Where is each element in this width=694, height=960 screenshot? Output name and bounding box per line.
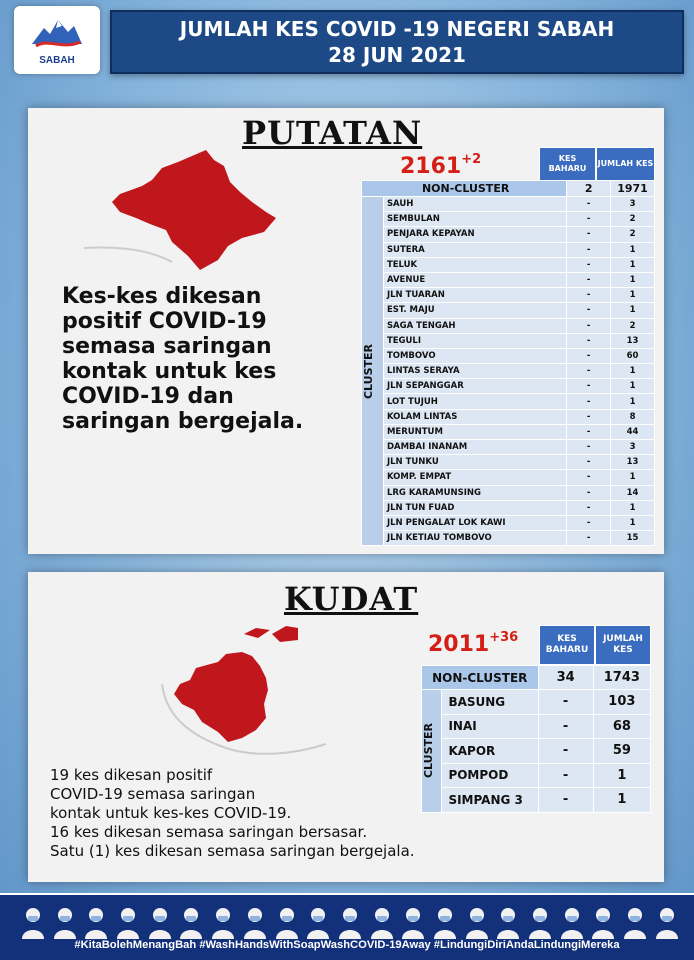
cluster-name: LINTAS SERAYA [383,364,566,379]
cluster-total-cases: 3 [611,197,655,212]
person-icon [178,903,204,939]
cluster-total-cases: 8 [611,409,655,424]
putatan-map [80,146,308,274]
sabah-logo [14,6,100,74]
cluster-new-cases: - [567,272,611,287]
cluster-name: TELUK [383,257,566,272]
cluster-row [362,485,655,500]
cluster-row [362,409,655,424]
kudat-total [428,632,518,657]
cluster-total-cases: 1 [611,364,655,379]
kudat-header-new: KES BAHARU [539,625,595,665]
footer-hashtags: #KitaBolehMenangBah #WashHandsWithSoapWashCOVID-19Away #LindungiDiriAndaLindungiMereka [74,939,620,951]
cluster-label: CLUSTER [422,723,435,779]
cluster-row [362,318,655,333]
kudat-desc-line-1: 19 kes dikesan positif [50,766,213,784]
cluster-row [362,500,655,515]
cluster-new-cases: - [567,515,611,530]
person-icon [654,903,680,939]
cluster-row [362,333,655,348]
person-icon [400,903,426,939]
cluster-new-cases: - [567,197,611,212]
kudat-increase: +36 [489,630,519,645]
cluster-new-cases: - [567,455,611,470]
kudat-desc-line-2: COVID-19 semasa saringan [50,785,256,803]
kudat-desc-line-4: 16 kes dikesan semasa saringan bersasar. [50,823,368,841]
cluster-label: CLUSTER [362,343,375,399]
cluster-row [362,288,655,303]
cluster-new-cases: - [567,485,611,500]
cluster-name: LRG KARAMUNSING [383,485,566,500]
footer-banner [0,893,694,960]
cluster-row [362,364,655,379]
person-icon [590,903,616,939]
cluster-name: SEMBULAN [383,212,566,227]
kudat-total-value: 2011 [428,632,490,657]
cluster-name: EST. MAJU [383,303,566,318]
cluster-name: BASUNG [442,690,538,715]
cluster-new-cases: - [567,227,611,242]
person-icon [52,903,78,939]
cluster-name: KOMP. EMPAT [383,470,566,485]
putatan-case-table [361,180,655,546]
cluster-row [422,788,651,813]
putatan-title: PUTATAN [242,114,423,152]
cluster-name: POMPOD [442,763,538,788]
cluster-total-cases: 1 [611,242,655,257]
cluster-new-cases: - [567,288,611,303]
cluster-row [362,212,655,227]
cluster-name: JLN TUARAN [383,288,566,303]
cluster-name: JLN PENGALAT LOK KAWI [383,515,566,530]
cluster-new-cases: - [567,348,611,363]
person-icon [274,903,300,939]
cluster-new-cases: - [538,763,593,788]
cluster-new-cases: - [567,394,611,409]
cluster-new-cases: - [567,303,611,318]
cluster-row [362,440,655,455]
cluster-total-cases: 1 [611,500,655,515]
cluster-total-cases: 13 [611,455,655,470]
kudat-case-table [421,665,651,813]
cluster-row [362,242,655,257]
cluster-row [422,739,651,764]
cluster-total-cases: 15 [611,531,655,546]
person-icon [337,903,363,939]
kudat-desc-line-3: kontak untuk kes-kes COVID-19. [50,804,292,822]
cluster-name: TEGULI [383,333,566,348]
noncluster-label: NON-CLUSTER [362,181,567,197]
person-icon [495,903,521,939]
cluster-total-cases: 1 [611,288,655,303]
cluster-total-cases: 1 [611,515,655,530]
cluster-row [362,303,655,318]
cluster-total-cases: 1 [611,394,655,409]
cluster-row [362,394,655,409]
cluster-new-cases: - [567,470,611,485]
cluster-new-cases: - [538,788,593,813]
person-icon [210,903,236,939]
cluster-row [422,714,651,739]
cluster-total-cases: 2 [611,227,655,242]
person-icon [369,903,395,939]
cluster-name: INAI [442,714,538,739]
cluster-new-cases: - [567,364,611,379]
cluster-row [422,690,651,715]
person-icon [83,903,109,939]
cluster-total-cases: 2 [611,212,655,227]
cluster-name: DAMBAI INANAM [383,440,566,455]
noncluster-new: 34 [538,666,593,690]
person-icon [305,903,331,939]
cluster-row [362,379,655,394]
cluster-name: SAUH [383,197,566,212]
cluster-name: KAPOR [442,739,538,764]
cluster-new-cases: - [567,333,611,348]
putatan-header-total: JUMLAH KES [596,147,655,181]
cluster-name: SAGA TENGAH [383,318,566,333]
cluster-new-cases: - [567,257,611,272]
page-title: JUMLAH KES COVID -19 NEGERI SABAH [179,17,615,41]
cluster-new-cases: - [567,242,611,257]
cluster-new-cases: - [538,739,593,764]
cluster-total-cases: 59 [593,739,650,764]
cluster-name: AVENUE [383,272,566,287]
mountain-logo-icon [30,14,84,54]
person-icon [242,903,268,939]
cluster-new-cases: - [567,318,611,333]
noncluster-total: 1743 [593,666,650,690]
cluster-row [362,348,655,363]
kudat-header-total: JUMLAH KES [595,625,651,665]
person-icon [622,903,648,939]
putatan-total [400,154,481,179]
cluster-side-label [422,690,442,813]
cluster-name: JLN TUN FUAD [383,500,566,515]
page-date: 28 JUN 2021 [328,43,466,67]
cluster-new-cases: - [567,424,611,439]
cluster-total-cases: 14 [611,485,655,500]
cluster-new-cases: - [567,500,611,515]
cluster-name: JLN TUNKU [383,455,566,470]
logo-text: SABAH [39,55,75,66]
noncluster-label: NON-CLUSTER [422,666,539,690]
cluster-name: JLN KETIAU TOMBOVO [383,531,566,546]
cluster-new-cases: - [538,690,593,715]
person-icon [115,903,141,939]
cluster-row [362,470,655,485]
cluster-new-cases: - [567,212,611,227]
frontliner-silhouettes [20,899,680,939]
putatan-increase: +2 [461,152,482,167]
putatan-total-value: 2161 [400,154,462,179]
cluster-total-cases: 1 [593,788,650,813]
person-icon [147,903,173,939]
cluster-total-cases: 1 [593,763,650,788]
cluster-total-cases: 60 [611,348,655,363]
cluster-new-cases: - [567,440,611,455]
person-icon [527,903,553,939]
cluster-new-cases: - [567,531,611,546]
cluster-row [362,257,655,272]
cluster-row [362,515,655,530]
person-icon [464,903,490,939]
cluster-total-cases: 3 [611,440,655,455]
putatan-noncluster-row [362,181,655,197]
cluster-total-cases: 1 [611,379,655,394]
cluster-new-cases: - [567,379,611,394]
person-icon [20,903,46,939]
cluster-total-cases: 68 [593,714,650,739]
cluster-name: TOMBOVO [383,348,566,363]
cluster-total-cases: 1 [611,303,655,318]
page-header [110,10,684,74]
cluster-row [362,424,655,439]
kudat-noncluster-row [422,666,651,690]
cluster-name: LOT TUJUH [383,394,566,409]
cluster-total-cases: 103 [593,690,650,715]
person-icon [559,903,585,939]
noncluster-new: 2 [567,181,611,197]
cluster-row [362,531,655,546]
noncluster-total: 1971 [611,181,655,197]
cluster-row [362,455,655,470]
cluster-name: PENJARA KEPAYAN [383,227,566,242]
cluster-name: MERUNTUM [383,424,566,439]
cluster-total-cases: 44 [611,424,655,439]
cluster-row [422,763,651,788]
cluster-total-cases: 2 [611,318,655,333]
cluster-name: SUTERA [383,242,566,257]
kudat-map [156,624,336,764]
cluster-total-cases: 1 [611,272,655,287]
cluster-row [362,197,655,212]
kudat-desc-line-5: Satu (1) kes dikesan semasa saringan bergejala. [50,842,415,860]
cluster-new-cases: - [538,714,593,739]
cluster-row [362,227,655,242]
kudat-title: KUDAT [284,580,419,618]
cluster-total-cases: 1 [611,470,655,485]
putatan-description: Kes-kes dikesan positif COVID-19 semasa saringan kontak untuk kes COVID-19 dan saringan bergejala. [62,284,304,434]
cluster-side-label [362,197,384,546]
cluster-total-cases: 13 [611,333,655,348]
cluster-name: SIMPANG 3 [442,788,538,813]
person-icon [432,903,458,939]
cluster-new-cases: - [567,409,611,424]
cluster-name: KOLAM LINTAS [383,409,566,424]
cluster-total-cases: 1 [611,257,655,272]
putatan-header-new: KES BAHARU [539,147,596,181]
cluster-name: JLN SEPANGGAR [383,379,566,394]
cluster-row [362,272,655,287]
